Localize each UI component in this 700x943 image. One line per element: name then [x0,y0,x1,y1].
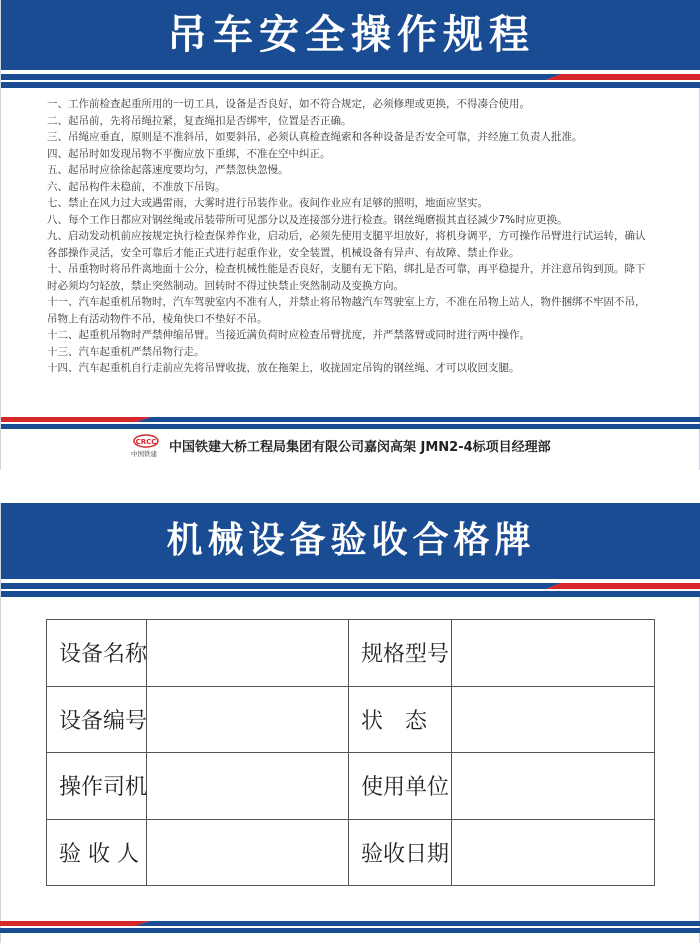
acceptance-table [46,619,655,886]
table-row [47,753,655,820]
field-label: 状 态 [349,686,452,753]
bottom-bar [0,932,700,943]
title-banner [1,0,700,70]
footer-stripe [1,414,700,426]
title-banner [1,503,700,579]
table-row [47,620,655,687]
svg-text:CRCC: CRCC [135,438,157,446]
bottom-stripe [0,918,700,932]
rule-item: 七、禁止在风力过大或遇雷雨，大雾时进行吊装作业。夜间作业应有足够的照明，地面应坚实。 [47,197,488,209]
table-row [47,686,655,753]
field-value [147,686,349,753]
field-label: 验 收 人 [47,819,147,886]
footer [1,426,700,470]
rule-item: 八、每个工作日都应对钢丝绳或吊装带所可见部分以及连接部分进行检查。钢丝绳磨损其直径减少7%时应更换。 [47,213,568,226]
field-label: 验收日期 [349,819,452,886]
safety-rules-board [0,0,700,470]
header-stripe [1,579,700,597]
crcc-logo-icon [133,434,159,448]
rule-item: 六、起吊构件未稳前，不准放下吊钩。 [47,180,226,193]
field-value [452,819,655,886]
field-label: 设备名称 [47,620,147,687]
board-title: 机械设备验收合格牌 [166,520,536,561]
rules-list [47,96,647,377]
company-logo [131,434,161,460]
rule-item: 十、吊重物时将吊件离地面十公分，检查机械性能是否良好，支腿有无下陷，绑扎是否可靠，再平稳提升，并注意吊钩到顶。降下时必须均匀轻放，禁止突然制动。回转时不得过快禁止突然制动及变换方向。 [47,263,646,292]
rule-item: 五、起吊时应徐徐起落速度要均匀，严禁忽快忽慢。 [47,164,289,176]
rule-item: 三、吊绳应垂直，原则是不准斜吊，如要斜吊，必须认真检查绳索和各种设备是否安全可靠，并经施工负责人批准。 [47,131,583,143]
company-name: 中国铁建大桥工程局集团有限公司嘉闵高架 JMN2-4标项目经理部 [169,440,551,455]
rule-item: 十三、汽车起重机严禁吊物行走。 [47,345,205,358]
logo-caption: 中国铁建 [131,450,157,458]
field-value [452,753,655,820]
field-label: 设备编号 [47,686,147,753]
table-row [47,819,655,886]
field-value [147,620,349,687]
field-value [452,686,655,753]
rule-item: 十四、汽车起重机自行走前应先将吊臂收拢，放在拖架上，收拢固定吊钩的钢丝绳、才可以收回支腿。 [47,362,520,374]
rule-item: 九、启动发动机前应按规定执行检查保养作业，启动后，必须先使用支腿平坦放好，将机身调平，方可操作吊臂进行试运转，确认各部操作灵活，安全可靠后才能正式进行起重作业，安全装置，机械设备有异声、有故障、禁止作业。 [47,230,646,259]
rule-item: 一、工作前检查起重所用的一切工具，设备是否良好，如不符合规定，必须修理或更换，不得凑合使用。 [47,98,530,110]
rule-item: 二、起吊前，先将吊绳拉紧，复查绳扣是否绑牢，位置是否正确。 [47,114,352,127]
rule-item: 四、起吊时如发现吊物不平衡应放下重绑，不准在空中纠正。 [47,147,331,160]
rule-item: 十一、汽车起重机吊物时，汽车驾驶室内不准有人，并禁止将吊物越汽车驾驶室上方，不准在吊物上站人，物件捆绑不牢固不吊，吊物上有活动物件不吊，棱角快口不垫好不吊。 [47,296,646,325]
header-stripe [1,70,700,88]
board-title: 吊车安全操作规程 [167,12,535,58]
board-gap [0,470,700,503]
field-value [147,819,349,886]
field-label: 操作司机 [47,753,147,820]
field-value [147,753,349,820]
field-value [452,620,655,687]
rule-item: 十二、起重机吊物时严禁伸缩吊臂。当接近满负荷时应检查吊臂扰度，并严禁落臂或同时进行两中操作。 [47,329,530,341]
field-label: 使用单位 [349,753,452,820]
field-label: 规格型号 [349,620,452,687]
